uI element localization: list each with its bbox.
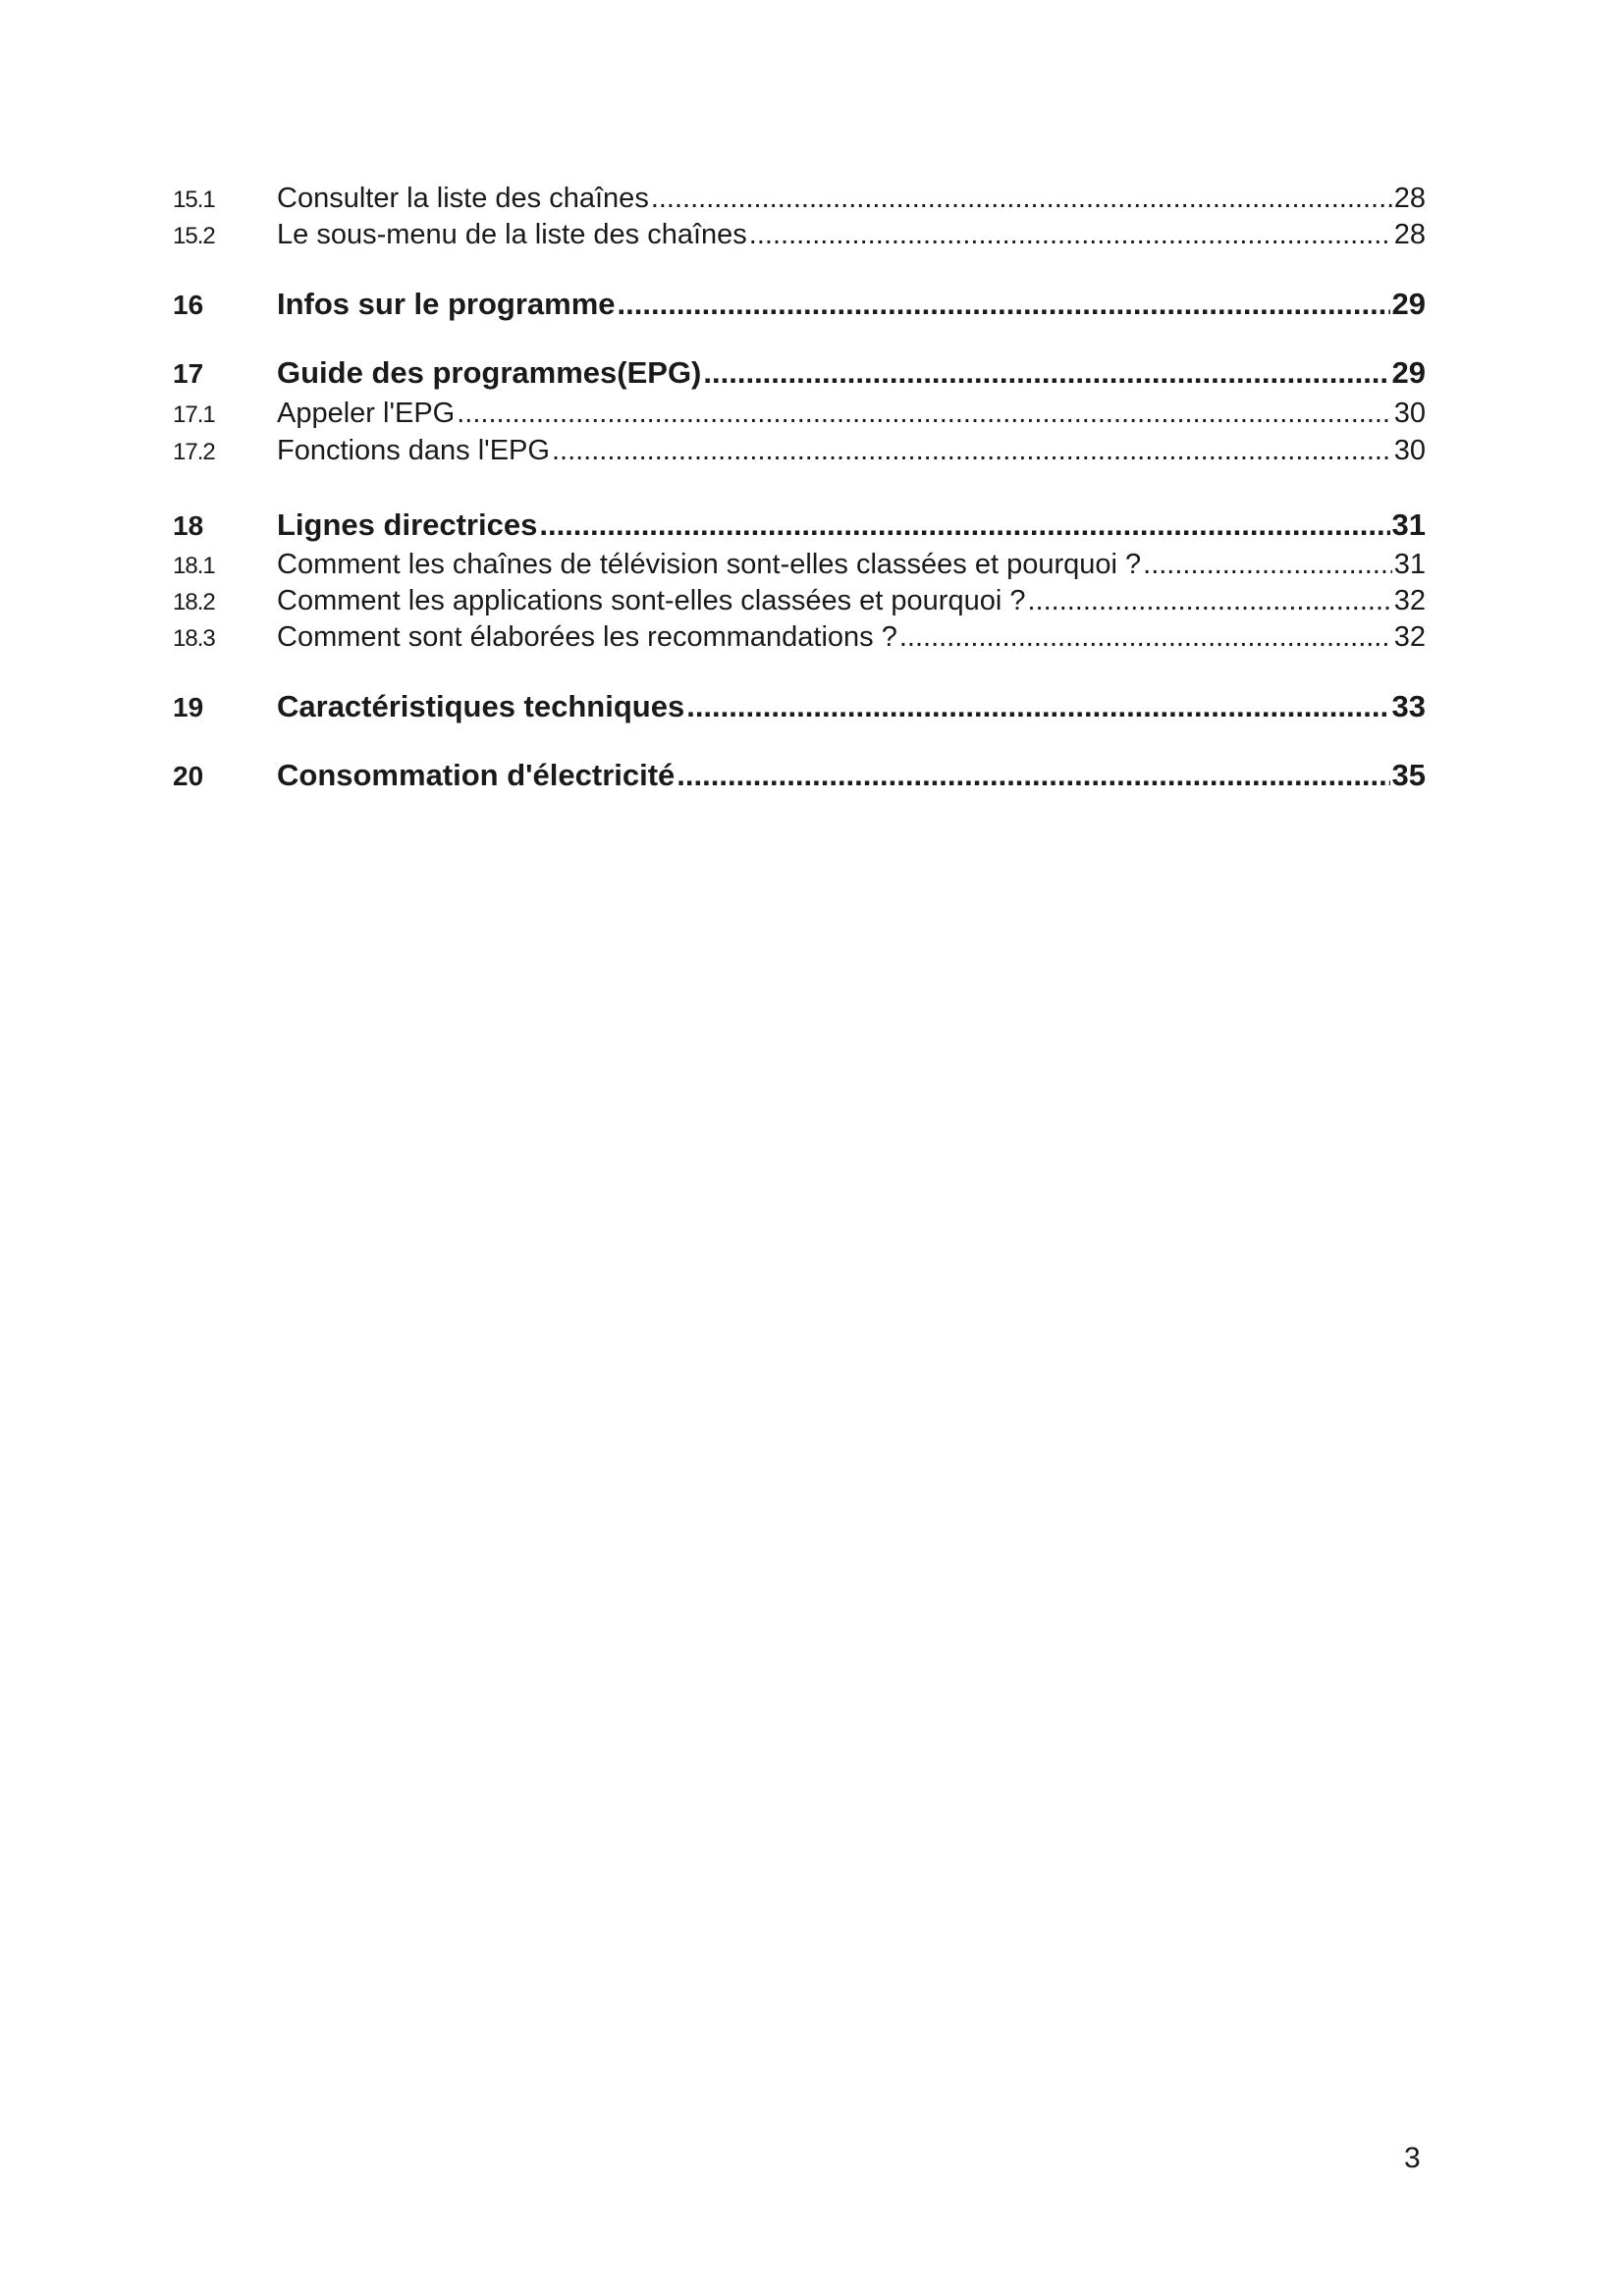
toc-entry-page: 31 [1393,549,1426,580]
toc-entry-17 [173,355,1426,391]
toc-entry-number: 18.2 [173,589,215,615]
toc-entry-20 [173,758,1426,793]
toc-entry-19 [173,689,1426,724]
toc-entry-page: 30 [1393,435,1426,466]
toc-entry-page: 32 [1393,621,1426,653]
toc-entry-17-1 [173,398,1426,430]
toc-entry-18-3 [173,621,1426,654]
toc-entry-number: 15.1 [173,187,215,213]
toc-entry-15-2 [173,219,1426,251]
toc-entry-number: 17.2 [173,439,215,465]
toc-entry-page: 29 [1391,287,1426,321]
toc-entry-page: 32 [1393,585,1426,616]
toc-dot-leader [552,435,1392,467]
toc-entry-title: Appeler l'EPG [277,398,456,429]
toc-entry-page: 29 [1391,355,1426,390]
toc-entry-18-1 [173,549,1426,581]
toc-entry-number: 18.3 [173,625,215,652]
toc-entry-title: Comment les chaînes de télévision sont-elles classées et pourquoi ? [277,549,1142,580]
toc-entry-number: 15.2 [173,223,215,249]
toc-entry-number: 18.1 [173,553,215,579]
toc-entry-18 [173,507,1426,543]
toc-entry-number: 20 [173,761,204,791]
toc-dot-leader [703,355,1389,391]
toc-entry-title: Lignes directrices [277,507,538,542]
toc-entry-16 [173,287,1426,322]
toc-entry-number: 17 [173,358,204,389]
toc-entry-title: Guide des programmes(EPG) [277,355,702,390]
toc-entry-15-1 [173,183,1426,215]
toc-entry-number: 17.1 [173,401,215,428]
toc-entry-title: Consommation d'électricité [277,758,676,792]
toc-dot-leader [618,287,1390,322]
toc-entry-title: Le sous-menu de la liste des chaînes [277,219,747,250]
toc-dot-leader [1143,549,1392,581]
toc-dot-leader [686,689,1389,724]
toc-entry-18-2 [173,585,1426,617]
toc-entry-title: Infos sur le programme [277,287,616,321]
toc-dot-leader [651,183,1392,215]
toc-entry-title: Caractéristiques techniques [277,689,685,723]
toc-entry-page: 28 [1393,183,1426,214]
toc-entry-title: Comment les applications sont-elles classées et pourquoi ? [277,585,1026,616]
toc-dot-leader [1027,585,1391,617]
toc-entry-number: 16 [173,290,204,320]
toc-entry-17-2 [173,435,1426,467]
toc-dot-leader [899,621,1392,654]
toc-entry-title: Comment sont élaborées les recommandations ? [277,621,897,653]
page-number: 3 [1404,2142,1421,2174]
toc-dot-leader [457,398,1391,430]
toc-entry-title: Fonctions dans l'EPG [277,435,550,466]
toc-entry-page: 30 [1393,398,1426,429]
toc-entry-number: 18 [173,510,204,541]
toc-dot-leader [539,507,1389,543]
toc-entry-page: 33 [1391,689,1426,723]
toc-entry-number: 19 [173,692,204,722]
toc-entry-page: 31 [1391,507,1426,542]
toc-dot-leader [749,219,1392,251]
toc-dot-leader [677,758,1389,793]
toc-entry-page: 35 [1391,758,1426,792]
toc-entry-title: Consulter la liste des chaînes [277,183,649,214]
toc-entry-page: 28 [1393,219,1426,250]
